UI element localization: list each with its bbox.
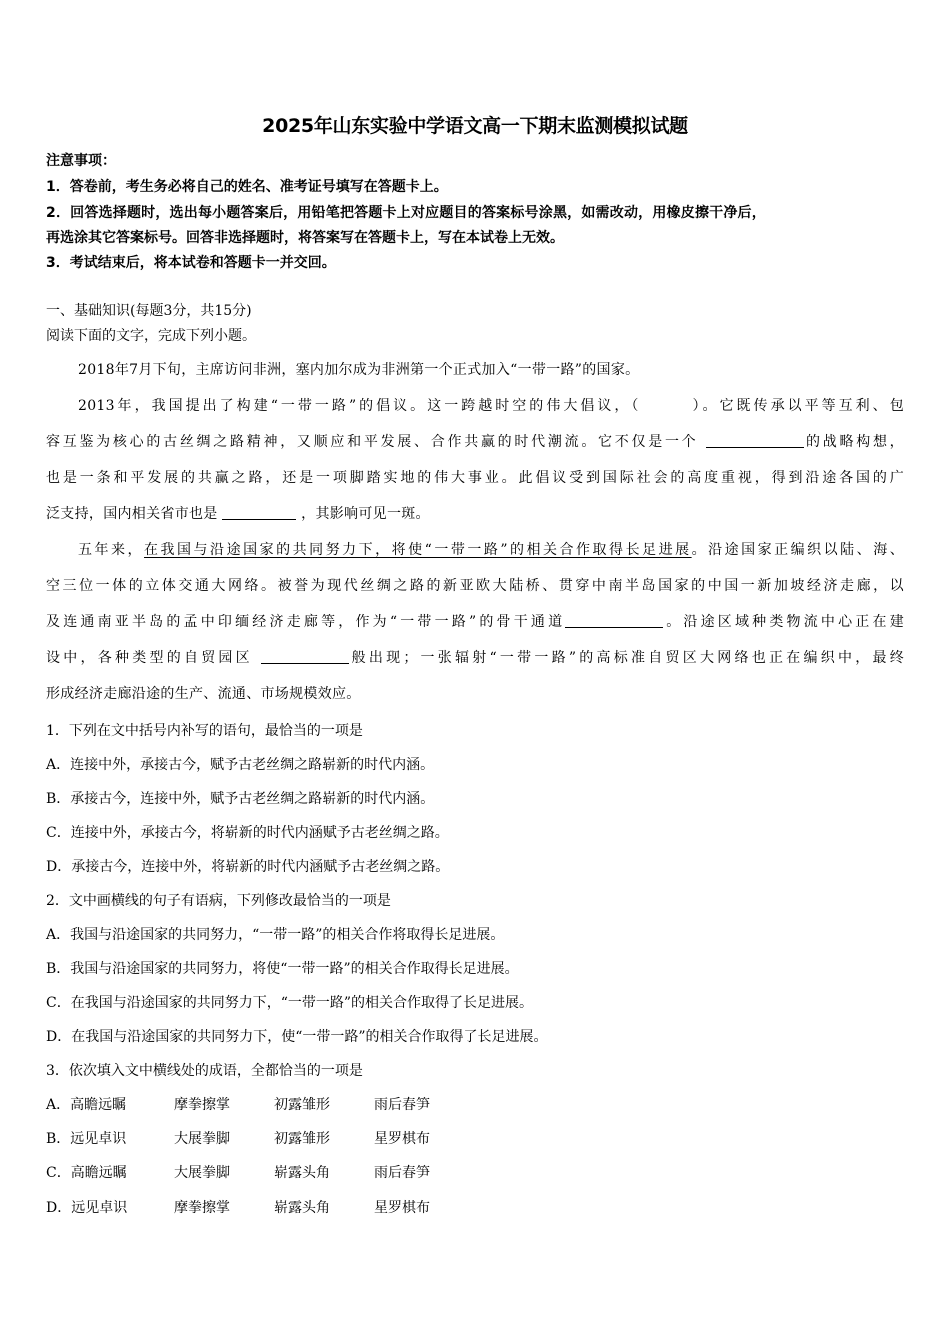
text: 。沿途区域种类物流中心正在建 xyxy=(663,614,904,630)
question-1-option-c: C．连接中外，承接古今，将崭新的时代内涵赋予古老丝绸之路。 xyxy=(46,825,449,841)
option-term: 大展拳脚 xyxy=(174,1131,230,1147)
option-term: C．高瞻远瞩 xyxy=(46,1165,127,1181)
text: 及连通南亚半岛的孟中印缅经济走廊等，作为“一带一路”的骨干通道 xyxy=(46,614,566,630)
section-heading: 一、基础知识(每题3分，共15分) xyxy=(46,303,252,319)
underlined-sentence: 在我国与沿途国家的共同努力下，将使“一带一路”的相关合作取得长足进展 xyxy=(144,542,692,558)
option-term: D．远见卓识 xyxy=(46,1200,128,1216)
notice-item-3: 3．考试结束后，将本试卷和答题卡一并交回。 xyxy=(46,255,336,271)
question-2-option-b: B．我国与沿途国家的共同努力，将使“一带一路”的相关合作取得长足进展。 xyxy=(46,961,519,977)
question-3-option-b xyxy=(46,1127,430,1151)
option-term: 初露雏形 xyxy=(274,1131,330,1147)
option-term: 星罗棋布 xyxy=(374,1131,430,1147)
question-3-option-c xyxy=(46,1161,430,1185)
passage-p3-line4 xyxy=(46,640,904,676)
fill-blank-3 xyxy=(565,611,663,628)
question-1-option-d: D．承接古今，连接中外，将崭新的时代内涵赋予古老丝绸之路。 xyxy=(46,859,450,875)
question-2-option-c: C．在我国与沿途国家的共同努力下，“一带一路”的相关合作取得了长足进展。 xyxy=(46,995,534,1011)
passage-p2-line2 xyxy=(46,424,904,460)
section-instruction: 阅读下面的文字，完成下列小题。 xyxy=(46,328,256,344)
option-term: 大展拳脚 xyxy=(174,1165,230,1181)
option-term: 摩拳擦掌 xyxy=(174,1097,230,1113)
passage xyxy=(46,352,904,712)
notice-item-1: 1．答卷前，考生务必将自己的姓名、准考证号填写在答题卡上。 xyxy=(46,179,448,195)
text: 般出现；一张辐射“一带一路”的高标准自贸区大网络也正在编织中，最终 xyxy=(348,650,904,666)
fill-blank-2 xyxy=(222,503,296,520)
question-2-option-a: A．我国与沿途国家的共同努力，“一带一路”的相关合作将取得长足进展。 xyxy=(46,927,505,943)
question-1-option-a: A．连接中外，承接古今，赋予古老丝绸之路崭新的时代内涵。 xyxy=(46,757,435,773)
option-term: 崭露头角 xyxy=(274,1200,330,1216)
fill-blank-1 xyxy=(706,431,804,448)
passage-p2-line1: 2013年，我国提出了构建“一带一路”的倡议。这一跨越时空的伟大倡议，（ ）。它既传承以平等互利、包 xyxy=(78,398,904,414)
question-1-stem: 1．下列在文中括号内补写的语句，最恰当的一项是 xyxy=(46,723,363,739)
notice-heading: 注意事项： xyxy=(46,153,116,169)
question-2-stem: 2．文中画横线的句子有语病，下列修改最恰当的一项是 xyxy=(46,893,391,909)
text: 设中，各种类型的自贸园区 xyxy=(46,650,253,666)
question-3-option-a xyxy=(46,1093,430,1117)
passage-p3-line1 xyxy=(46,532,904,568)
option-term: 崭露头角 xyxy=(274,1165,330,1181)
option-term: 雨后春笋 xyxy=(374,1165,430,1181)
page-title: 2025年山东实验中学语文高一下期末监测模拟试题 xyxy=(262,115,688,137)
notice-item-2: 2．回答选择题时，选出每小题答案后，用铅笔把答题卡上对应题目的答案标号涂黑，如需改动，用橡皮擦干净后， xyxy=(46,205,766,221)
question-3-stem: 3．依次填入文中横线处的成语，全都恰当的一项是 xyxy=(46,1063,363,1079)
text: 泛支持，国内相关省市也是 xyxy=(46,506,218,522)
passage-p2-line4 xyxy=(46,496,904,532)
option-term: 初露雏形 xyxy=(274,1097,330,1113)
option-term: 摩拳擦掌 xyxy=(174,1200,230,1216)
fill-blank-4 xyxy=(261,647,349,664)
text: 容互鉴为核心的古丝绸之路精神，又顺应和平发展、合作共赢的时代潮流。它不仅是一个 xyxy=(46,434,699,450)
text: 。沿途国家正编织以陆、海、 xyxy=(691,542,904,558)
text: 的战略构想， xyxy=(803,434,904,450)
question-1-option-b: B．承接古今，连接中外，赋予古老丝绸之路崭新的时代内涵。 xyxy=(46,791,435,807)
notice-item-2-cont: 再选涂其它答案标号。回答非选择题时，将答案写在答题卡上，写在本试卷上无效。 xyxy=(46,230,564,246)
option-term: 雨后春笋 xyxy=(374,1097,430,1113)
option-term: 星罗棋布 xyxy=(374,1200,430,1216)
option-term: B．远见卓识 xyxy=(46,1131,127,1147)
question-2-option-d: D．在我国与沿途国家的共同努力下，使“一带一路”的相关合作取得了长足进展。 xyxy=(46,1029,548,1045)
passage-p1: 2018年7月下旬，主席访问非洲，塞内加尔成为非洲第一个正式加入“一带一路”的国家。 xyxy=(78,362,640,378)
passage-p3-line3 xyxy=(46,604,904,640)
text: 五年来， xyxy=(78,542,145,558)
passage-p3-line5: 形成经济走廊沿途的生产、流通、市场规模效应。 xyxy=(46,686,361,702)
question-3-option-d xyxy=(46,1196,430,1220)
text: ，其影响可见一斑。 xyxy=(301,506,430,522)
passage-p3-line2: 空三位一体的立体交通大网络。被誉为现代丝绸之路的新亚欧大陆桥、贯穿中南半岛国家的中国一新加坡经济走廊，以 xyxy=(46,578,904,594)
option-term: A．高瞻远瞩 xyxy=(46,1097,127,1113)
passage-p2-line3: 也是一条和平发展的共赢之路，还是一项脚踏实地的伟大事业。此倡议受到国际社会的高度重视，得到沿途各国的广 xyxy=(46,470,904,486)
